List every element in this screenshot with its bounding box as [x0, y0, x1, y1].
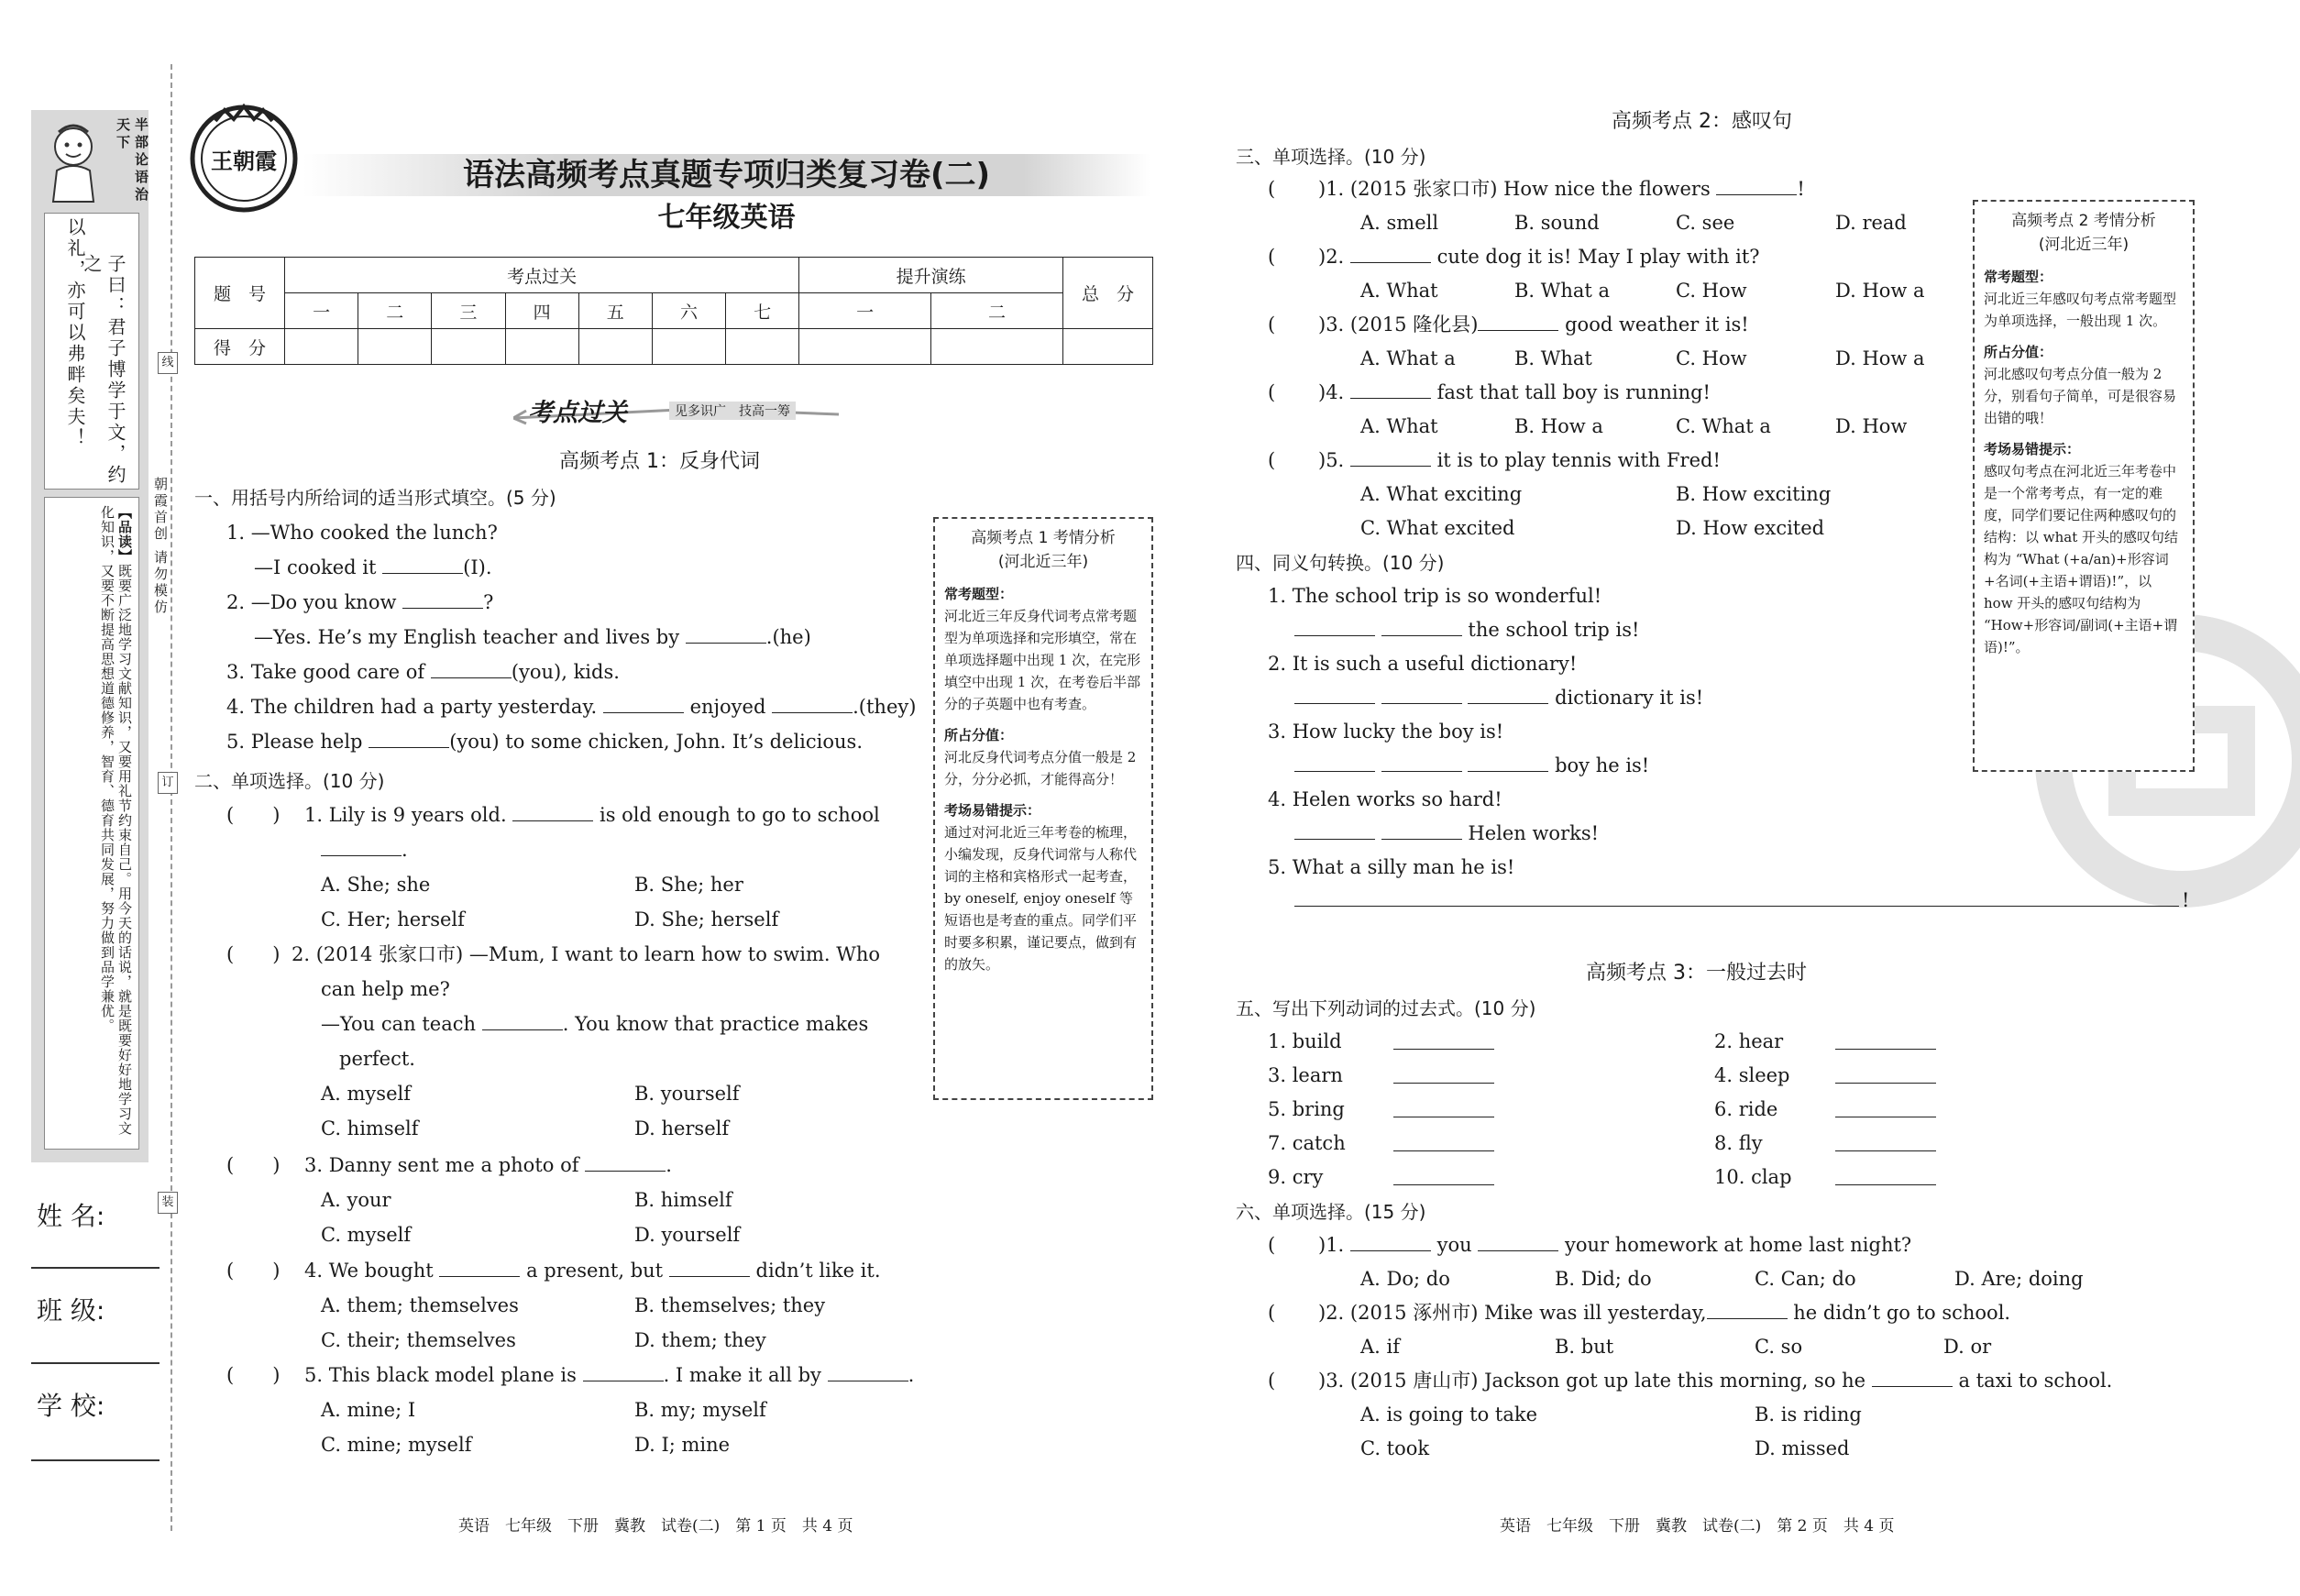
s3q2-opt-c[interactable]: C. How: [1676, 280, 1747, 302]
score-cell[interactable]: [285, 329, 358, 365]
s3q1-opt-c[interactable]: C. see: [1676, 212, 1735, 234]
box1-text-3: 通过对河北近三年考卷的梳理，小编发现，反身代词常与人称代词的主格和宾格形式一起考查，by oneself, enjoy oneself 等短语也是考查的重点。同学们平时要多积累，谨记要点，做到有的放矢。: [944, 824, 1138, 973]
answer-blank[interactable]: [603, 696, 684, 713]
mc2-opt-a[interactable]: A. myself: [321, 1083, 411, 1105]
binding-line: [171, 64, 172, 1531]
binding-seal-3: 装: [158, 1192, 178, 1214]
s6q1-stem-mid: you: [1436, 1234, 1472, 1256]
mc3-paren[interactable]: ( ): [226, 1154, 281, 1176]
s3q1-stem-text: )1. (2015 张家口市) How nice the flowers: [1318, 178, 1711, 200]
score-col: 一: [799, 293, 931, 329]
score-table-group1: 考点过关: [285, 258, 799, 293]
answer-blank[interactable]: [1707, 1302, 1788, 1319]
box2-text-1: 河北近三年感叹句考点常考题型为单项选择，一般出现 1 次。: [1984, 291, 2177, 329]
answer-blank[interactable]: [686, 626, 766, 644]
tr5-end: !: [2182, 889, 2190, 911]
box2-heading-3: 考场易错提示：: [1984, 441, 2081, 457]
score-col: 三: [432, 293, 505, 329]
tr3-target: [1294, 749, 1649, 783]
answer-blank[interactable]: [1716, 178, 1797, 195]
score-col: 一: [285, 293, 358, 329]
score-cell[interactable]: [931, 329, 1063, 365]
score-table-total: 总 分: [1063, 258, 1153, 329]
s6q1-stem-text: your homework at home last night?: [1565, 1234, 1912, 1256]
answer-blank[interactable]: [1294, 754, 1375, 772]
s3q1-stem-end: !: [1797, 178, 1805, 200]
tr1-source: 1. The school trip is so wonderful!: [1268, 585, 1602, 607]
verb-9: 9. cry: [1268, 1166, 1324, 1188]
kd3-title: 高频考点 3：一般过去时: [1586, 962, 1807, 985]
box1-text-2: 河北反身代词考点分值一般是 2 分，分分必抓，才能得高分！: [944, 749, 1137, 787]
mc1-opt-c[interactable]: C. Her; herself: [321, 908, 465, 930]
page-title: 语法高频考点真题专项归类复习卷(二): [462, 157, 991, 193]
box1-text-1: 河北近三年反身代词考点常考题型为单项选择和完形填空，常在单项选择题中出现 1 次，在完形填空中出现 1 次，在考卷后半部分的子英题中也有考查。: [944, 608, 1141, 712]
verb-3: 3. learn: [1268, 1064, 1343, 1086]
answer-blank[interactable]: [482, 1013, 563, 1030]
s3q5-opt-d[interactable]: D. How excited: [1676, 517, 1825, 539]
mc4-stem-end: didn’t like it.: [755, 1260, 881, 1282]
tr3-source: 3. How lucky the boy is!: [1268, 721, 1504, 743]
fill-q3-text: 3. Take good care of: [226, 661, 425, 683]
fill-q2b-hint: .(he): [765, 626, 811, 648]
fill-q2b: [254, 621, 811, 655]
quote-box: [44, 213, 139, 490]
answer-blank[interactable]: [828, 1364, 908, 1381]
mc1-stem: [304, 798, 880, 832]
box2-text-3: 感叹句考点在河北近三年考卷中是一个常考考点，有一定的难度，同学们要记住两种感叹句的结构：以 what 开头的感叹句结构为 “What (+a/an)+形容词+名词(+主语+谓语)!”，以 how 开头的感叹句结构为 “How+形容词/副词(+主语+谓语)!”。: [1984, 463, 2179, 655]
mc1-opt-b[interactable]: B. She; her: [634, 874, 743, 896]
banner-sub: 见多识广 技高一筹: [669, 402, 796, 420]
box1-heading-3: 考场易错提示：: [944, 802, 1041, 819]
fill-q5: [226, 725, 863, 759]
s6q2-opt-c[interactable]: C. so: [1755, 1336, 1803, 1358]
s6q2-paren[interactable]: (: [1268, 1302, 1315, 1324]
answer-blank[interactable]: [585, 1154, 666, 1172]
answer-blank[interactable]: [1350, 449, 1431, 467]
quote-line-2: 以礼，亦可以弗畔矣夫！: [64, 217, 86, 449]
mc4-opt-a[interactable]: A. them; themselves: [321, 1294, 519, 1316]
s6q2-stem-end: he didn’t go to school.: [1793, 1302, 2011, 1324]
tr5-source: 5. What a silly man he is!: [1268, 856, 1515, 878]
mc2-stem-c: [321, 1007, 868, 1041]
s3q5-opt-b[interactable]: B. How exciting: [1676, 483, 1832, 505]
s6q3-stem: [1318, 1364, 2112, 1398]
answer-blank[interactable]: [1381, 619, 1462, 636]
fill-q5-rest: (you) to some chicken, John. It’s delicious.: [449, 731, 863, 753]
answer-blank[interactable]: [1381, 822, 1462, 840]
footer-left: 英语 七年级 下册 冀教 试卷(二) 第 1 页 共 4 页: [458, 1517, 853, 1535]
answer-blank[interactable]: [321, 839, 402, 856]
mc4-stem-text: 4. We bought: [304, 1260, 434, 1282]
mc2-stem-d: perfect.: [339, 1048, 415, 1070]
score-cell[interactable]: [505, 329, 578, 365]
fill-q1b: [254, 551, 492, 585]
answer-blank[interactable]: [1294, 822, 1375, 840]
verb-blank[interactable]: [1393, 1049, 1494, 1050]
tr2-source: 2. It is such a useful dictionary!: [1268, 653, 1578, 675]
mc2-opt-b[interactable]: B. yourself: [634, 1083, 740, 1105]
mc1-stem-a: 1. Lily is 9 years old.: [304, 804, 507, 826]
s3q2-stem-text: cute dog it is! May I play with it?: [1436, 246, 1760, 268]
banner-main: 考点过关: [528, 399, 627, 427]
mc2-stem-c-post: . You know that practice makes: [562, 1013, 869, 1035]
answer-blank[interactable]: [583, 1364, 664, 1381]
box2-text-2: 河北感叹句考点分值一般为 2 分，别看句子简单，可是很容易出错的哦！: [1984, 366, 2177, 426]
answer-blank[interactable]: [1294, 619, 1375, 636]
mc5-stem-mid: . I make it all by: [663, 1364, 821, 1386]
fill-q2a-mark: ?: [483, 591, 494, 613]
score-col: 二: [358, 293, 432, 329]
footer-right: 英语 七年级 下册 冀教 试卷(二) 第 2 页 共 4 页: [1500, 1517, 1895, 1535]
mc1-opt-a[interactable]: A. She; she: [321, 874, 431, 896]
verb-4: 4. sleep: [1714, 1064, 1790, 1086]
s3q3-paren[interactable]: (: [1268, 314, 1315, 336]
s6q3-stem-text: )3. (2015 唐山市) Jackson got up late this morning, so he: [1318, 1370, 1866, 1392]
mc2-opt-c[interactable]: C. himself: [321, 1117, 419, 1139]
s3q3-stem-end: good weather it is!: [1565, 314, 1749, 336]
s3q2-stem: )2. cute dog it is! May I play with it?: [1318, 246, 1760, 268]
tr3-target-text: boy he is!: [1555, 754, 1650, 776]
s3q3-opt-b[interactable]: B. What: [1514, 347, 1592, 369]
s6q3-paren[interactable]: (: [1268, 1370, 1315, 1392]
fill-q4-hint: .(they): [853, 696, 917, 718]
s3q5-opt-c[interactable]: C. What excited: [1360, 517, 1515, 539]
s6q1-opt-b[interactable]: B. Did; do: [1555, 1268, 1652, 1290]
s3q5-stem-text: it is to play tennis with Fred!: [1436, 449, 1721, 471]
s6q1-paren[interactable]: (: [1268, 1234, 1315, 1256]
score-col: 二: [931, 293, 1063, 329]
tr4-target: [1294, 817, 1599, 851]
s3q2-opt-d[interactable]: D. How a: [1835, 280, 1925, 302]
fill-q3: [226, 655, 620, 689]
s3q4-opt-a[interactable]: A. What: [1360, 415, 1438, 437]
fill-q4-mid: enjoyed: [689, 696, 766, 718]
s6q2-opt-d[interactable]: D. or: [1943, 1336, 1992, 1358]
pindu-label: 【品读】: [116, 505, 133, 564]
verb-6: 6. ride: [1714, 1098, 1778, 1120]
mc3-stem-end: .: [666, 1154, 672, 1176]
kd1-section-1: 一、用括号内所给词的适当形式填空。(5 分): [194, 487, 556, 509]
mc4-opt-d[interactable]: D. them; they: [634, 1329, 766, 1351]
mc4-opt-c[interactable]: C. their; themselves: [321, 1329, 516, 1351]
s6q2-stem-text: )2. (2015 涿州市) Mike was ill yesterday,: [1318, 1302, 1707, 1324]
verb-2: 2. hear: [1714, 1030, 1784, 1052]
tr2-target: [1294, 681, 1703, 715]
mc4-stem-mid: a present, but: [526, 1260, 664, 1282]
s3q1-opt-d[interactable]: D. read: [1835, 212, 1907, 234]
school-field[interactable]: [31, 1459, 160, 1461]
pindu-box: [44, 497, 139, 1150]
answer-blank[interactable]: [772, 696, 853, 713]
kd2-title: 高频考点 2：感叹句: [1612, 110, 1792, 133]
s3q1-opt-a[interactable]: A. smell: [1360, 212, 1439, 234]
mc2-opt-d[interactable]: D. herself: [634, 1117, 730, 1139]
sidebar-mascot-icon: [37, 116, 114, 207]
s3q1-stem: [1318, 172, 1805, 206]
tr4-target-text: Helen works!: [1468, 822, 1600, 844]
s6q2-opt-a[interactable]: A. if: [1360, 1336, 1401, 1358]
s3q4-stem-text: fast that tall boy is running!: [1436, 381, 1711, 403]
mc5-stem: [304, 1359, 914, 1392]
mc1-opt-d[interactable]: D. She; herself: [634, 908, 779, 930]
fill-q3-hint: (you), kids.: [511, 661, 620, 683]
kd2-analysis-box: [1973, 200, 2195, 772]
mc3-stem-text: 3. Danny sent me a photo of: [304, 1154, 579, 1176]
score-cell[interactable]: [726, 329, 799, 365]
mc5-opt-b[interactable]: B. my; myself: [634, 1399, 766, 1421]
s6q3-opt-c[interactable]: C. took: [1360, 1437, 1430, 1459]
mc5-paren[interactable]: ( ): [226, 1364, 281, 1386]
box1-heading-1: 常考题型：: [944, 586, 1014, 602]
mc5-opt-a[interactable]: A. mine; I: [321, 1399, 416, 1421]
s6q2-opt-b[interactable]: B. but: [1555, 1336, 1614, 1358]
fill-q2b-text: —Yes. He’s my English teacher and lives by: [254, 626, 680, 648]
s6q1-opt-d[interactable]: D. Are; doing: [1954, 1268, 2084, 1290]
mc3-opt-d[interactable]: D. yourself: [634, 1224, 741, 1246]
fill-q5-text: 5. Please help: [226, 731, 363, 753]
mc5-stem-end: .: [908, 1364, 915, 1386]
name-label: 姓 名:: [37, 1201, 105, 1231]
s3q4-opt-d[interactable]: D. How: [1835, 415, 1908, 437]
answer-blank[interactable]: [1468, 687, 1548, 704]
fill-q1b-hint: (I).: [463, 556, 492, 578]
mc5-opt-c[interactable]: C. mine; myself: [321, 1434, 472, 1456]
binding-seal-1: 线: [158, 352, 178, 374]
mc3-opt-b[interactable]: B. himself: [634, 1189, 732, 1211]
page-subtitle: 七年级英语: [657, 202, 796, 234]
score-col: 五: [578, 293, 652, 329]
fill-q2a-text: 2. —Do you know: [226, 591, 397, 613]
answer-blank[interactable]: [1350, 1234, 1431, 1251]
box2-heading-2: 所占分值：: [1984, 344, 2053, 360]
fill-q1a: 1. —Who cooked the lunch?: [226, 522, 498, 544]
box2-title: 高频考点 2 考情分析: [2011, 212, 2156, 230]
s3q3-opt-a[interactable]: A. What a: [1360, 347, 1456, 369]
mc2-stem-c-pre: —You can teach: [321, 1013, 477, 1035]
verb-blank[interactable]: [1393, 1150, 1494, 1151]
answer-blank[interactable]: [1872, 1370, 1953, 1387]
verb-1: 1. build: [1268, 1030, 1342, 1052]
s6q2-stem: [1318, 1296, 2010, 1330]
s3q5-stem: )5. it is to play tennis with Fred!: [1318, 449, 1721, 471]
verb-10: 10. clap: [1714, 1166, 1792, 1188]
tr1-target-text: the school trip is!: [1468, 619, 1640, 641]
verb-blank[interactable]: [1835, 1083, 1936, 1084]
mc4-opt-b[interactable]: B. themselves; they: [634, 1294, 826, 1316]
kd1-section-2: 二、单项选择。(10 分): [194, 770, 385, 792]
s3q4-paren[interactable]: (: [1268, 381, 1315, 403]
mc1-stem-b: is old enough to go to school: [600, 804, 880, 826]
pindu-text: 既要广泛地学习文献知识，又要用礼节约束自己。用今天的话说，就是既要好好地学习文化知识，又要不断提高思想道德修养，智育、德育共同发展，努力做到品学兼优。: [99, 505, 133, 1136]
kd3-section-5: 五、写出下列动词的过去式。(10 分): [1236, 997, 1536, 1019]
binding-seal-2: 订: [158, 772, 178, 794]
s3q1-paren[interactable]: (: [1268, 178, 1315, 200]
logo: [188, 103, 300, 215]
kd2-section-3: 三、单项选择。(10 分): [1236, 146, 1426, 168]
binding-note: 朝霞首创 请勿模仿: [152, 477, 169, 616]
score-cell[interactable]: [578, 329, 652, 365]
answer-blank[interactable]: [512, 804, 593, 821]
verb-8: 8. fly: [1714, 1132, 1763, 1154]
answer-blank[interactable]: [369, 731, 449, 748]
score-table-group2: 提升演练: [799, 258, 1063, 293]
answer-blank[interactable]: [1478, 314, 1558, 331]
s3q3-opt-c[interactable]: C. How: [1676, 347, 1747, 369]
sidebar-motto: 半部论语治天下: [115, 117, 149, 204]
quote-line-1: 子曰：君子博学于文，约之: [81, 254, 127, 486]
answer-blank[interactable]: [1468, 754, 1548, 772]
tr4-source: 4. Helen works so hard!: [1268, 788, 1502, 810]
answer-blank[interactable]: [669, 1260, 750, 1277]
s3q3-stem-text: )3. (2015 隆化县): [1318, 314, 1479, 336]
answer-blank[interactable]: [431, 661, 512, 678]
tr5-answer-line[interactable]: [1294, 906, 2179, 907]
mc5-opt-d[interactable]: D. I; mine: [634, 1434, 731, 1456]
kd3-section-6: 六、单项选择。(15 分): [1236, 1201, 1426, 1223]
s6q1-stem: )1. you your homework at home last night?: [1318, 1234, 1912, 1256]
mc2-stem-a: 2. (2014 张家口市) —Mum, I want to learn how to swim. Who: [292, 943, 881, 965]
score-table-num-label: 题 号: [195, 258, 285, 329]
mc1-paren[interactable]: ( ): [226, 804, 281, 826]
fill-q1b-text: —I cooked it: [254, 556, 377, 578]
box2-subtitle: (河北近三年): [2038, 236, 2129, 254]
tr2-target-text: dictionary it is!: [1555, 687, 1704, 709]
verb-blank[interactable]: [1393, 1184, 1494, 1185]
kd1-title: 高频考点 1：反身代词: [559, 450, 760, 473]
verb-blank[interactable]: [1835, 1049, 1936, 1050]
mc4-paren[interactable]: ( ): [226, 1260, 281, 1282]
s3q3-stem: [1318, 308, 1749, 342]
kd1-analysis-box: [933, 517, 1153, 1100]
score-cell[interactable]: [1063, 329, 1153, 365]
s3q3-opt-d[interactable]: D. How a: [1835, 347, 1925, 369]
mc5-stem-text: 5. This black model plane is: [304, 1364, 577, 1386]
s3q5-opt-a[interactable]: A. What exciting: [1360, 483, 1523, 505]
class-label: 班 级:: [37, 1295, 105, 1326]
s6q1-opt-c[interactable]: C. Can; do: [1755, 1268, 1856, 1290]
fill-q2a: [226, 586, 493, 620]
mc4-stem: [304, 1254, 881, 1288]
s3q4-stem: )4. fast that tall boy is running!: [1318, 381, 1711, 403]
logo-text: 王朝霞: [211, 149, 277, 174]
answer-blank[interactable]: [1381, 754, 1462, 772]
score-col: 七: [726, 293, 799, 329]
s3q2-paren[interactable]: (: [1268, 246, 1315, 268]
box1-subtitle: (河北近三年): [997, 553, 1089, 571]
mc3-opt-a[interactable]: A. your: [321, 1189, 391, 1211]
mc3-stem: [304, 1149, 672, 1183]
score-cell[interactable]: [358, 329, 432, 365]
mc3-opt-c[interactable]: C. myself: [321, 1224, 412, 1246]
s3q5-paren[interactable]: (: [1268, 449, 1315, 471]
score-cell[interactable]: [799, 329, 931, 365]
box1-heading-2: 所占分值：: [944, 727, 1014, 743]
s6q3-opt-d[interactable]: D. missed: [1755, 1437, 1850, 1459]
mc2-stem-b: can help me?: [321, 978, 450, 1000]
answer-blank[interactable]: [1381, 687, 1462, 704]
s6q1-opt-a[interactable]: A. Do; do: [1360, 1268, 1450, 1290]
name-field[interactable]: [31, 1267, 160, 1269]
verb-blank[interactable]: [1835, 1184, 1936, 1185]
s6q3-opt-b[interactable]: B. is riding: [1755, 1403, 1862, 1425]
answer-blank[interactable]: [1478, 1234, 1558, 1251]
score-cell[interactable]: [652, 329, 725, 365]
answer-blank[interactable]: [439, 1260, 520, 1277]
section-banner: [513, 392, 843, 427]
score-table: [194, 257, 1153, 365]
answer-blank[interactable]: [1350, 381, 1431, 399]
s3q4-opt-b[interactable]: B. How a: [1514, 415, 1603, 437]
verb-blank[interactable]: [1835, 1150, 1936, 1151]
score-col: 六: [652, 293, 725, 329]
class-field[interactable]: [31, 1362, 160, 1364]
kd2-section-4: 四、同义句转换。(10 分): [1236, 552, 1445, 574]
s3q4-opt-c[interactable]: C. What a: [1676, 415, 1771, 437]
s6q3-stem-end: a taxi to school.: [1958, 1370, 2113, 1392]
school-label: 学 校:: [37, 1391, 105, 1421]
answer-blank[interactable]: [402, 591, 483, 609]
s3q2-opt-a[interactable]: A. What: [1360, 280, 1438, 302]
s3q1-opt-b[interactable]: B. sound: [1514, 212, 1600, 234]
score-cell[interactable]: [432, 329, 505, 365]
mc2-paren[interactable]: ( ): [226, 943, 281, 965]
mc1-stem-line2: .: [321, 833, 408, 867]
verb-7: 7. catch: [1268, 1132, 1346, 1154]
s6q3-opt-a[interactable]: A. is going to take: [1360, 1403, 1537, 1425]
verb-blank[interactable]: [1393, 1083, 1494, 1084]
tr1-target: [1294, 613, 1639, 647]
box1-title: 高频考点 1 考情分析: [971, 529, 1116, 547]
s3q2-opt-b[interactable]: B. What a: [1514, 280, 1611, 302]
score-table-score-label: 得 分: [195, 329, 285, 365]
answer-blank[interactable]: [1294, 687, 1375, 704]
box2-heading-1: 常考题型：: [1984, 269, 2053, 285]
answer-blank[interactable]: [382, 556, 463, 574]
score-col: 四: [505, 293, 578, 329]
verb-5: 5. bring: [1268, 1098, 1345, 1120]
answer-blank[interactable]: [1350, 246, 1431, 263]
fill-q4-text: 4. The children had a party yesterday.: [226, 696, 598, 718]
fill-q4: [226, 690, 916, 724]
